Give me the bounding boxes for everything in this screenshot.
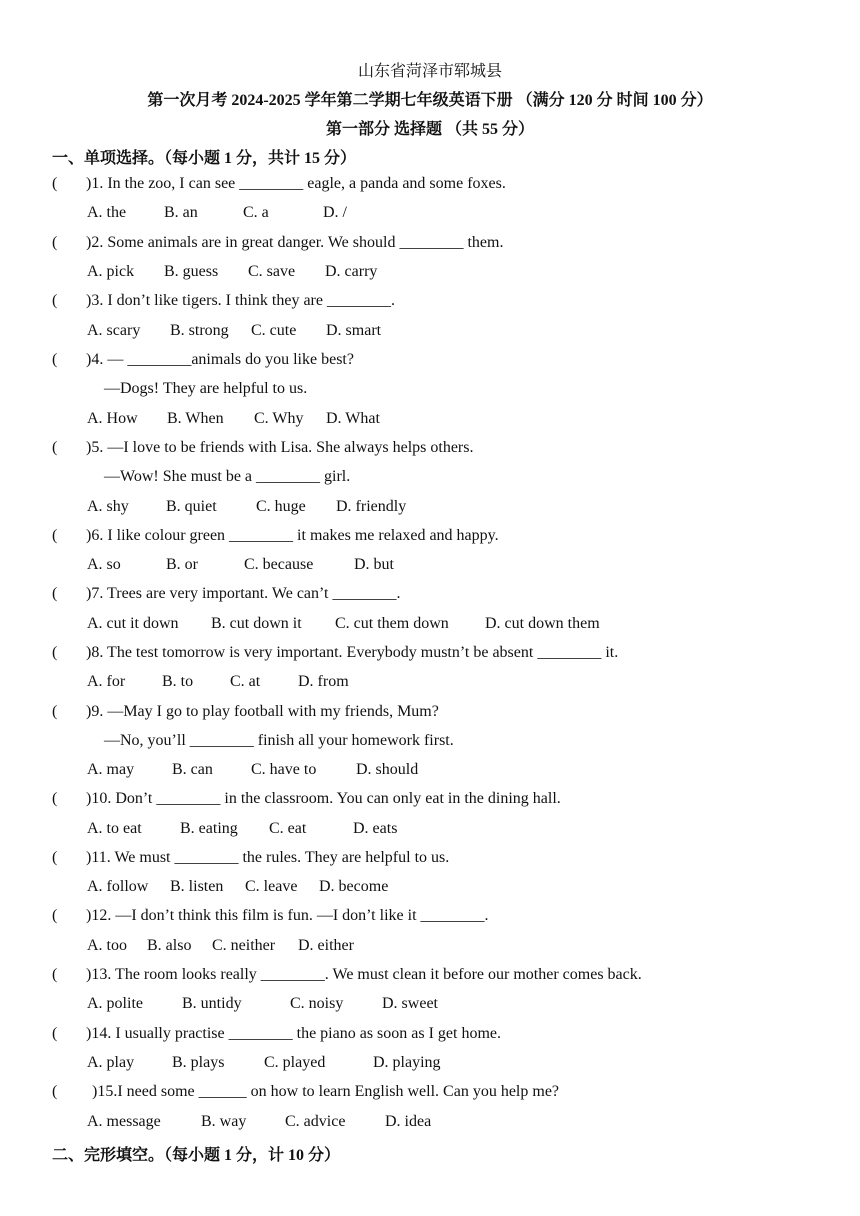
question-2: ( )2. Some animals are in great danger. We should ________ them. <box>52 234 504 251</box>
option-a: A. for <box>87 673 126 690</box>
option-d: D. eats <box>353 820 398 837</box>
section1-heading: 一、单项选择。（每小题 1 分，共计 15 分） <box>52 150 357 167</box>
section2-heading: 二、完形填空。（每小题 1 分，计 10 分） <box>52 1147 341 1164</box>
option-d: D. should <box>356 761 419 778</box>
option-c: C. advice <box>285 1113 346 1130</box>
question-11: ( )11. We must ________ the rules. They are helpful to us. <box>52 849 450 866</box>
option-d: D. but <box>354 556 394 573</box>
option-c: C. neither <box>212 937 276 954</box>
option-a: A. to eat <box>87 820 142 837</box>
option-a: A. the <box>87 204 127 221</box>
option-b: B. or <box>166 556 198 573</box>
question-8: ( )8. The test tomorrow is very important. Everybody mustn’t be absent ________ it. <box>52 644 619 661</box>
option-a: A. play <box>87 1054 135 1071</box>
question-4: ( )4. — ________animals do you like best? <box>52 351 354 368</box>
option-a: A. so <box>87 556 121 573</box>
option-b: B. eating <box>180 820 238 837</box>
option-d: D. / <box>323 204 347 221</box>
option-c: C. played <box>264 1054 326 1071</box>
option-d: D. carry <box>325 263 378 280</box>
option-b: B. listen <box>170 878 224 895</box>
question-6: ( )6. I like colour green ________ it makes me relaxed and happy. <box>52 527 499 544</box>
option-a: A. How <box>87 410 138 427</box>
question-5-dialogue: —Wow! She must be a ________ girl. <box>104 468 351 485</box>
option-a: A. too <box>87 937 127 954</box>
option-d: D. friendly <box>336 498 407 515</box>
option-c: C. huge <box>256 498 306 515</box>
option-c: C. save <box>248 263 296 280</box>
option-c: C. noisy <box>290 995 344 1012</box>
option-c: C. leave <box>245 878 298 895</box>
option-b: B. way <box>201 1113 247 1130</box>
option-d: D. cut down them <box>485 615 600 632</box>
question-3: ( )3. I don’t like tigers. I think they are ________. <box>52 292 395 309</box>
question-7: ( )7. Trees are very important. We can’t ________. <box>52 585 401 602</box>
option-b: B. When <box>167 410 224 427</box>
exam-title: 第一次月考 2024-2025 学年第二学期七年级英语下册 （满分 120 分 时间 100 分） <box>147 92 713 109</box>
question-9: ( )9. —May I go to play football with my friends, Mum? <box>52 703 439 720</box>
location-title: 山东省菏泽市郓城县 <box>357 63 502 80</box>
option-a: A. scary <box>87 322 141 339</box>
option-c: C. cute <box>251 322 297 339</box>
question-9-dialogue: —No, you’ll ________ finish all your homework first. <box>104 732 454 749</box>
option-a: A. message <box>87 1113 161 1130</box>
option-d: D. What <box>326 410 380 427</box>
option-d: D. smart <box>326 322 382 339</box>
option-b: B. can <box>172 761 213 778</box>
option-c: C. Why <box>254 410 304 427</box>
option-b: B. untidy <box>182 995 242 1012</box>
part-title: 第一部分 选择题 （共 55 分） <box>325 121 534 138</box>
question-12: ( )12. —I don’t think this film is fun. —I don’t like it ________. <box>52 907 489 924</box>
option-a: A. shy <box>87 498 129 515</box>
option-c: C. have to <box>251 761 317 778</box>
question-13: ( )13. The room looks really ________. We must clean it before our mother comes back. <box>52 966 642 983</box>
option-b: B. cut down it <box>211 615 302 632</box>
option-b: B. guess <box>164 263 219 280</box>
option-d: D. playing <box>373 1054 441 1071</box>
option-c: C. a <box>243 204 269 221</box>
option-b: B. quiet <box>166 498 217 515</box>
option-a: A. polite <box>87 995 143 1012</box>
option-a: A. cut it down <box>87 615 179 632</box>
question-4-dialogue: —Dogs! They are helpful to us. <box>104 380 308 397</box>
option-b: B. an <box>164 204 198 221</box>
option-d: D. idea <box>385 1113 432 1130</box>
question-14: ( )14. I usually practise ________ the piano as soon as I get home. <box>52 1025 502 1042</box>
option-d: D. sweet <box>382 995 438 1012</box>
question-5: ( )5. —I love to be friends with Lisa. She always helps others. <box>52 439 474 456</box>
option-b: B. to <box>162 673 194 690</box>
option-c: C. at <box>230 673 261 690</box>
option-b: B. plays <box>172 1054 225 1071</box>
question-1: ( )1. In the zoo, I can see ________ eagle, a panda and some foxes. <box>52 175 506 192</box>
option-a: A. may <box>87 761 135 778</box>
option-c: C. because <box>244 556 314 573</box>
option-c: C. eat <box>269 820 307 837</box>
question-10: ( )10. Don’t ________ in the classroom. You can only eat in the dining hall. <box>52 790 561 807</box>
option-a: A. pick <box>87 263 135 280</box>
option-b: B. strong <box>170 322 229 339</box>
question-15: ( )15.I need some ______ on how to learn English well. Can you help me? <box>52 1083 560 1100</box>
option-a: A. follow <box>87 878 149 895</box>
option-d: D. from <box>298 673 349 690</box>
option-d: D. either <box>298 937 354 954</box>
option-d: D. become <box>319 878 389 895</box>
option-b: B. also <box>147 937 192 954</box>
option-c: C. cut them down <box>335 615 449 632</box>
